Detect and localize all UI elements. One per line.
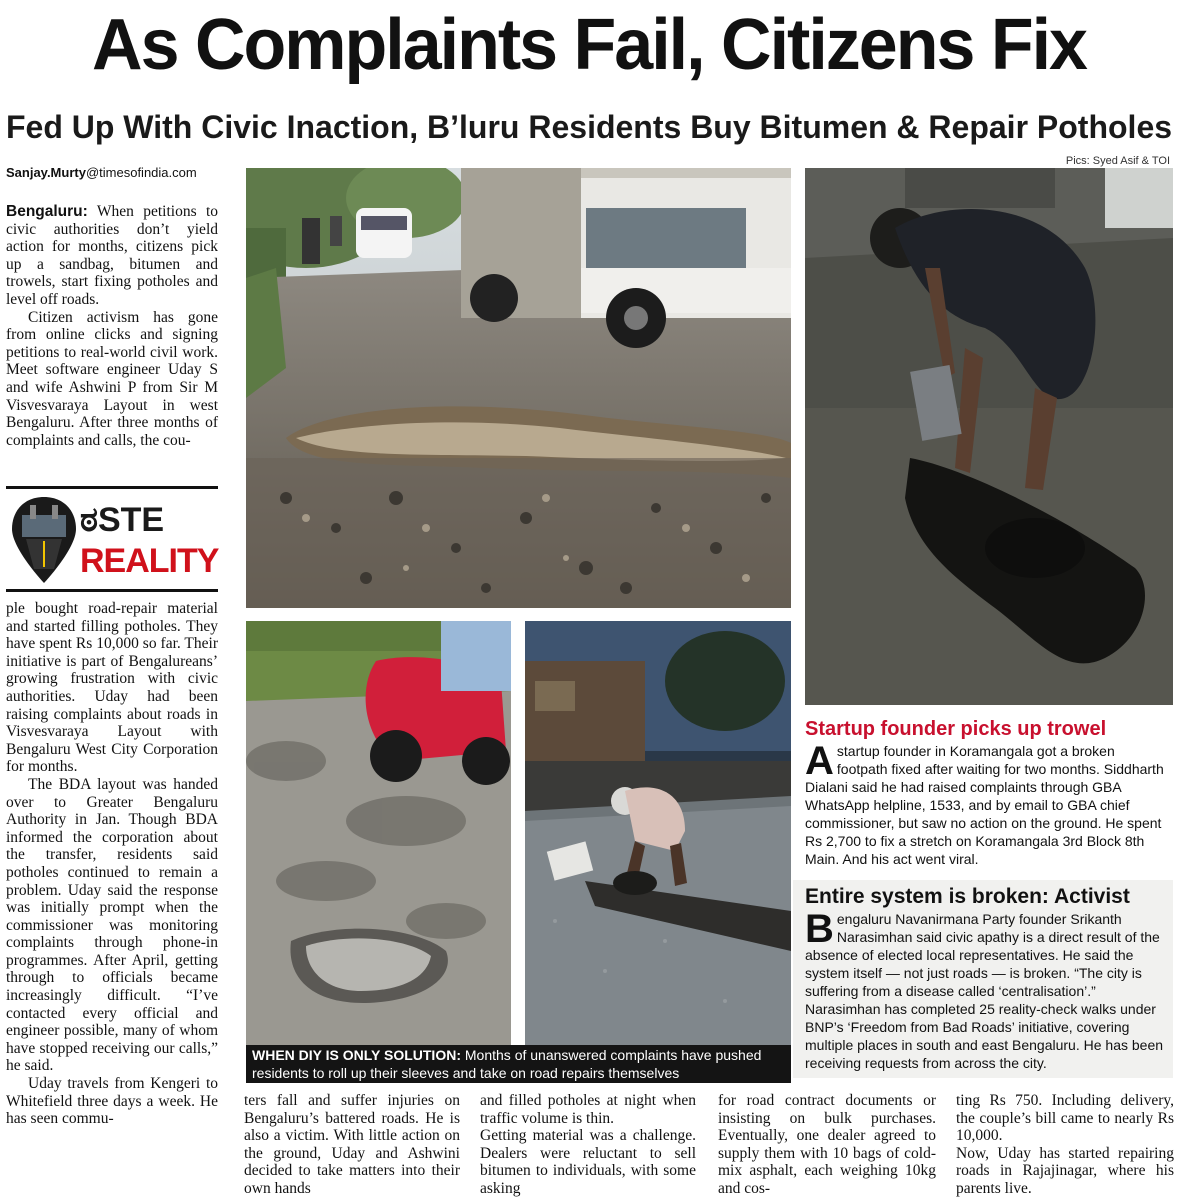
bottom-column-4: ting Rs 750. Including delivery, the couple’s bill came to nearly Rs 10,000. Now, Uday has started repairing roads in Rajajinagar, where his parents live. [956,1092,1174,1197]
logo-top-text: ಠSTE [80,501,165,539]
byline-name: Sanjay.Murty [6,165,86,180]
caption-text: Months of unanswered complaints have pushed residents to roll up their sleeves and take on road repairs themselves [252,1047,762,1081]
paragraph-2: Citizen activism has gone from online clicks and signing petitions to real-world civil work. Meet software engineer Uday S and wife Ashwini P from Sir M Visvesvaraya Layout in west Bengaluru. After three months of complaints and calls, the cou- [6,308,218,449]
photo-pothole-scooter [246,621,511,1045]
sidebar-1-text: Astartup founder in Koramangala got a broken footpath fixed after waiting for two months. Siddharth Dialani said he had raised complaints through GBA WhatsApp helpline, 1533, and by email to GBA chief commissioner, but saw no action on the ground. He spent Rs 2,700 to fix a stretch on Koramangala 3rd Block 8th Main. And his act went viral. [805,739,1164,867]
dateline: Bengaluru: [6,203,88,220]
sidebar-2-text: Bengaluru Navanirmana Party founder Srikanth Narasimhan said civic apathy is a direct result of the absence of elected local representatives. He said the system itself — not just roads — is broken. “The city is suffering from a disease called ‘centralisation’.” Narasimhan has completed 25 reality-check walks under BNP’s ‘Freedom from Bad Roads’ initiative, covering multiple places in south and east Bengaluru. He has been receiving requests from across the city. [805,907,1164,1071]
byline[interactable] [6,164,236,182]
bottom-column-1: ters fall and suffer injuries on Bengaluru’s battered roads. He is also a victim. With little action on the ground, Uday and Ashwini decided to take matters into their own hands [244,1092,460,1197]
sidebar-2-dropcap: B [805,907,834,951]
paragraph-5: Uday travels from Kengeri to Whitefield three days a week. He has seen commu- [6,1075,218,1128]
paragraph-4: The BDA layout was handed over to Greater Bengaluru Authority in Jan. Though BDA informed the corporation about the transfer, residents said potholes continued to remain a problem. Uday said the response was initially prompt when the commissioner was monitoring complaints through phone-in programmes. After April, getting through to officials became increasingly difficult. “I’ve contacted every official and engineer possible, many of whom have stopped receiving our calls,” he said. [6,775,218,1075]
sidebar-activist [793,880,1173,1078]
photo-night-repair-man [805,168,1173,705]
paragraph-3: ple bought road-repair material and started filling potholes. They have spent Rs 10,000 so far. Their initiative is part of Bengalureans’ growing frustration with civic authorities. Uday had been raising complaints about roads in Visvesvaraya Layout with Bengaluru West City Corporation for months. [6,600,218,776]
headline: As Complaints Fail, Citizens Fix [92,3,1086,85]
sidebar-1-heading: Startup founder picks up trowel [805,718,1107,740]
sidebar-2-heading: Entire system is broken: Activist [805,885,1130,908]
photo-caption [246,1045,791,1083]
photo-pothole-truck [246,168,791,608]
logo-bottom-text: REALITY [80,542,219,580]
bottom-column-3: for road contract documents or insisting on bulk purchases. Eventually, one dealer agreed to supply them with 10 bags of cold-mix asphalt, each weighing 10kg and cos- [718,1092,936,1197]
bottom-column-2: and filled potholes at night when traffic volume is thin. Getting material was a challenge. Dealers were reluctant to sell bitumen to individuals, with some asking [480,1092,696,1197]
paragraph-1: When petitions to civic authorities don’t yield action for months, citizens pick up a sandbag, bitumen and trowels, start fixing potholes and level off roads. [6,203,218,308]
article-column-1-top [6,203,218,449]
article-column-1-bottom [6,600,218,1128]
photo-night-road-repair [525,621,791,1045]
subheadline: Fed Up With Civic Inaction, B’luru Residents Buy Bitumen & Repair Potholes [5,109,1173,145]
caption-label: WHEN DIY IS ONLY SOLUTION: [252,1047,461,1063]
ground-reality-logo [6,486,218,592]
photo-credit: Pics: Syed Asif & TOI [1065,155,1170,167]
byline-domain: @timesofindia.com [85,165,197,180]
sidebar-startup-founder [805,716,1167,868]
sidebar-1-dropcap: A [805,739,834,783]
